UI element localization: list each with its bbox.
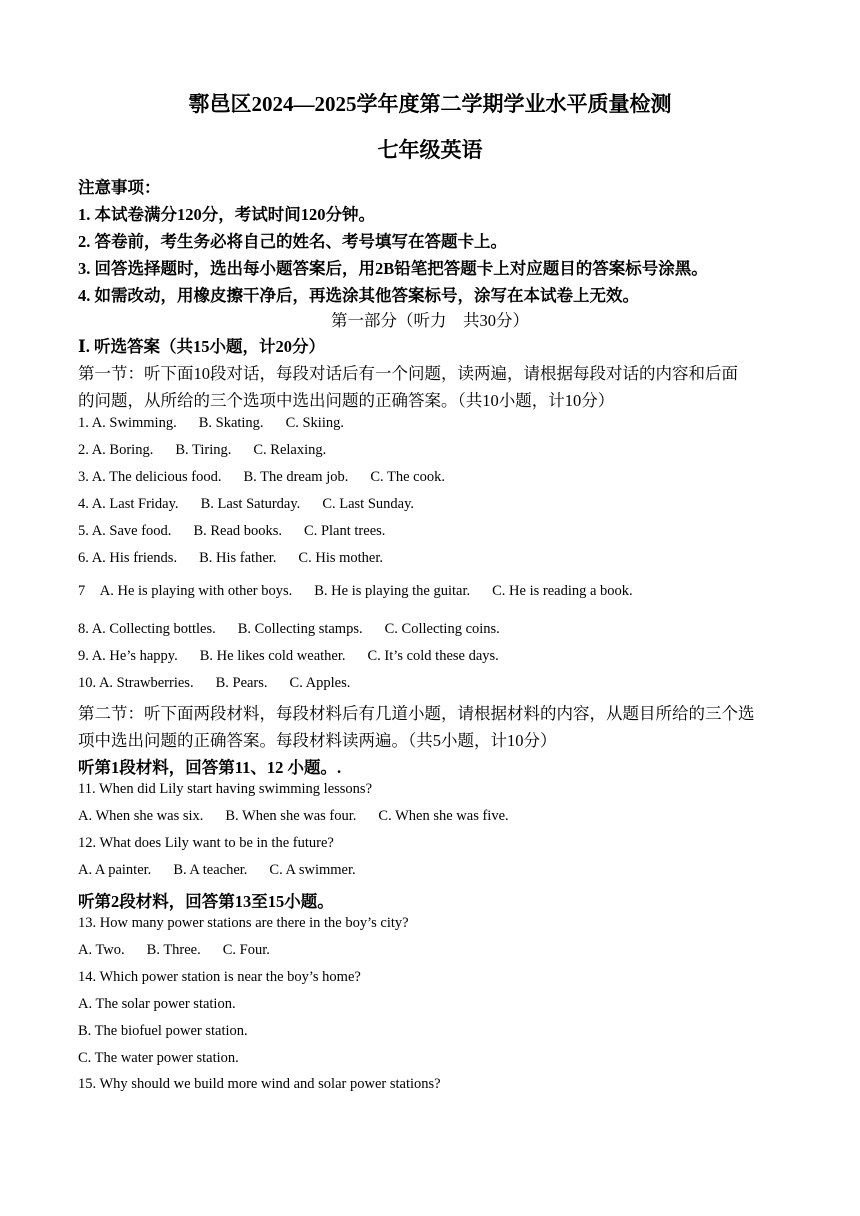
question-14-option-c: C. The water power station.: [78, 1050, 239, 1066]
option-a: 6. A. His friends.: [78, 550, 178, 566]
material-1-heading: 听第1段材料，回答第11、12 小题。.: [78, 758, 342, 777]
option-b: B. He likes cold weather.: [199, 648, 346, 664]
option-a: A. A painter.: [78, 862, 152, 878]
option-a: 7 A. He is playing with other boys.: [78, 583, 293, 599]
question-14-option-a: A. The solar power station.: [78, 996, 236, 1012]
section2-instructions: 第二节：听下面两段材料，每段材料后有几道小题，请根据材料的内容，从题目所给的三个选: [78, 704, 755, 723]
exam-subject: 七年级英语: [377, 138, 483, 162]
question-4: [78, 496, 414, 513]
question-2: [78, 442, 326, 459]
question-8: [78, 621, 500, 638]
option-a: 5. A. Save food.: [78, 523, 172, 539]
question-12-options: [78, 862, 356, 879]
option-c: C. Relaxing.: [253, 442, 327, 458]
question-7: [78, 579, 633, 600]
question-13-options: [78, 942, 270, 959]
part1-title: 第一部分（听力 共30分）: [331, 311, 529, 330]
option-b: B. Read books.: [193, 523, 283, 539]
section-heading: Ⅰ. 听选答案（共15小题，计20分）: [78, 337, 325, 356]
question-1: [78, 415, 344, 432]
question-15-stem: 15. Why should we build more wind and solar power stations?: [78, 1076, 441, 1092]
option-b: B. His father.: [199, 550, 277, 566]
question-3: [78, 469, 445, 486]
notes-heading: 注意事项：: [78, 178, 161, 197]
option-a: 10. A. Strawberries.: [78, 675, 194, 691]
question-12-stem: 12. What does Lily want to be in the future?: [78, 835, 334, 851]
option-a: 4. A. Last Friday.: [78, 496, 179, 512]
option-c: C. Collecting coins.: [384, 621, 500, 637]
option-a: 8. A. Collecting bottles.: [78, 621, 216, 637]
option-c: C. Plant trees.: [304, 523, 386, 539]
option-c: C. Skiing.: [285, 415, 344, 431]
question-11-options: [78, 808, 509, 825]
option-c: C. A swimmer.: [269, 862, 356, 878]
option-c: C. The cook.: [370, 469, 445, 485]
question-13-stem: 13. How many power stations are there in the boy’s city?: [78, 915, 409, 931]
question-14-stem: 14. Which power station is near the boy’s home?: [78, 969, 361, 985]
option-b: B. He is playing the guitar.: [314, 583, 471, 599]
note-item: 1. 本试卷满分120分，考试时间120分钟。: [78, 205, 375, 224]
section2-instructions: 项中选出问题的正确答案。每段材料读两遍。（共5小题，计10分）: [78, 731, 557, 750]
option-b: B. Tiring.: [175, 442, 232, 458]
option-a: 2. A. Boring.: [78, 442, 154, 458]
question-14-option-b: B. The biofuel power station.: [78, 1023, 248, 1039]
option-c: C. His mother.: [298, 550, 384, 566]
option-b: B. When she was four.: [225, 808, 357, 824]
option-b: B. Skating.: [198, 415, 264, 431]
option-a: A. When she was six.: [78, 808, 204, 824]
option-c: C. Four.: [222, 942, 270, 958]
question-10: [78, 675, 350, 692]
question-6: [78, 550, 383, 567]
material-2-heading: 听第2段材料，回答第13至15小题。: [78, 892, 334, 911]
exam-title: 鄠邑区2024—2025学年度第二学期学业水平质量检测: [188, 92, 672, 116]
note-item: 3. 回答选择题时，选出每小题答案后，用2B铅笔把答题卡上对应题目的答案标号涂黑。: [78, 259, 708, 278]
option-b: B. Collecting stamps.: [237, 621, 363, 637]
option-c: C. It’s cold these days.: [367, 648, 499, 664]
section1-instructions: 第一节：听下面10段对话，每段对话后有一个问题，读两遍，请根据每段对话的内容和后面: [78, 364, 738, 383]
option-c: C. Last Sunday.: [322, 496, 415, 512]
option-b: B. A teacher.: [173, 862, 248, 878]
option-a: 1. A. Swimming.: [78, 415, 177, 431]
option-b: B. Pears.: [215, 675, 268, 691]
question-11-stem: 11. When did Lily start having swimming lessons?: [78, 781, 373, 797]
question-9: [78, 648, 499, 665]
section1-instructions: 的问题，从所给的三个选项中选出问题的正确答案。（共10小题，计10分）: [78, 391, 615, 410]
note-item: 4. 如需改动，用橡皮擦干净后，再选涂其他答案标号，涂写在本试卷上无效。: [78, 286, 639, 305]
note-item: 2. 答卷前，考生务必将自己的姓名、考号填写在答题卡上。: [78, 232, 507, 251]
option-b: B. Three.: [146, 942, 201, 958]
option-a: A. Two.: [78, 942, 125, 958]
option-b: B. Last Saturday.: [200, 496, 301, 512]
option-a: 3. A. The delicious food.: [78, 469, 222, 485]
question-5: [78, 523, 385, 540]
option-c: C. Apples.: [289, 675, 351, 691]
option-b: B. The dream job.: [243, 469, 349, 485]
option-a: 9. A. He’s happy.: [78, 648, 178, 664]
option-c: C. He is reading a book.: [492, 583, 633, 599]
option-c: C. When she was five.: [378, 808, 509, 824]
